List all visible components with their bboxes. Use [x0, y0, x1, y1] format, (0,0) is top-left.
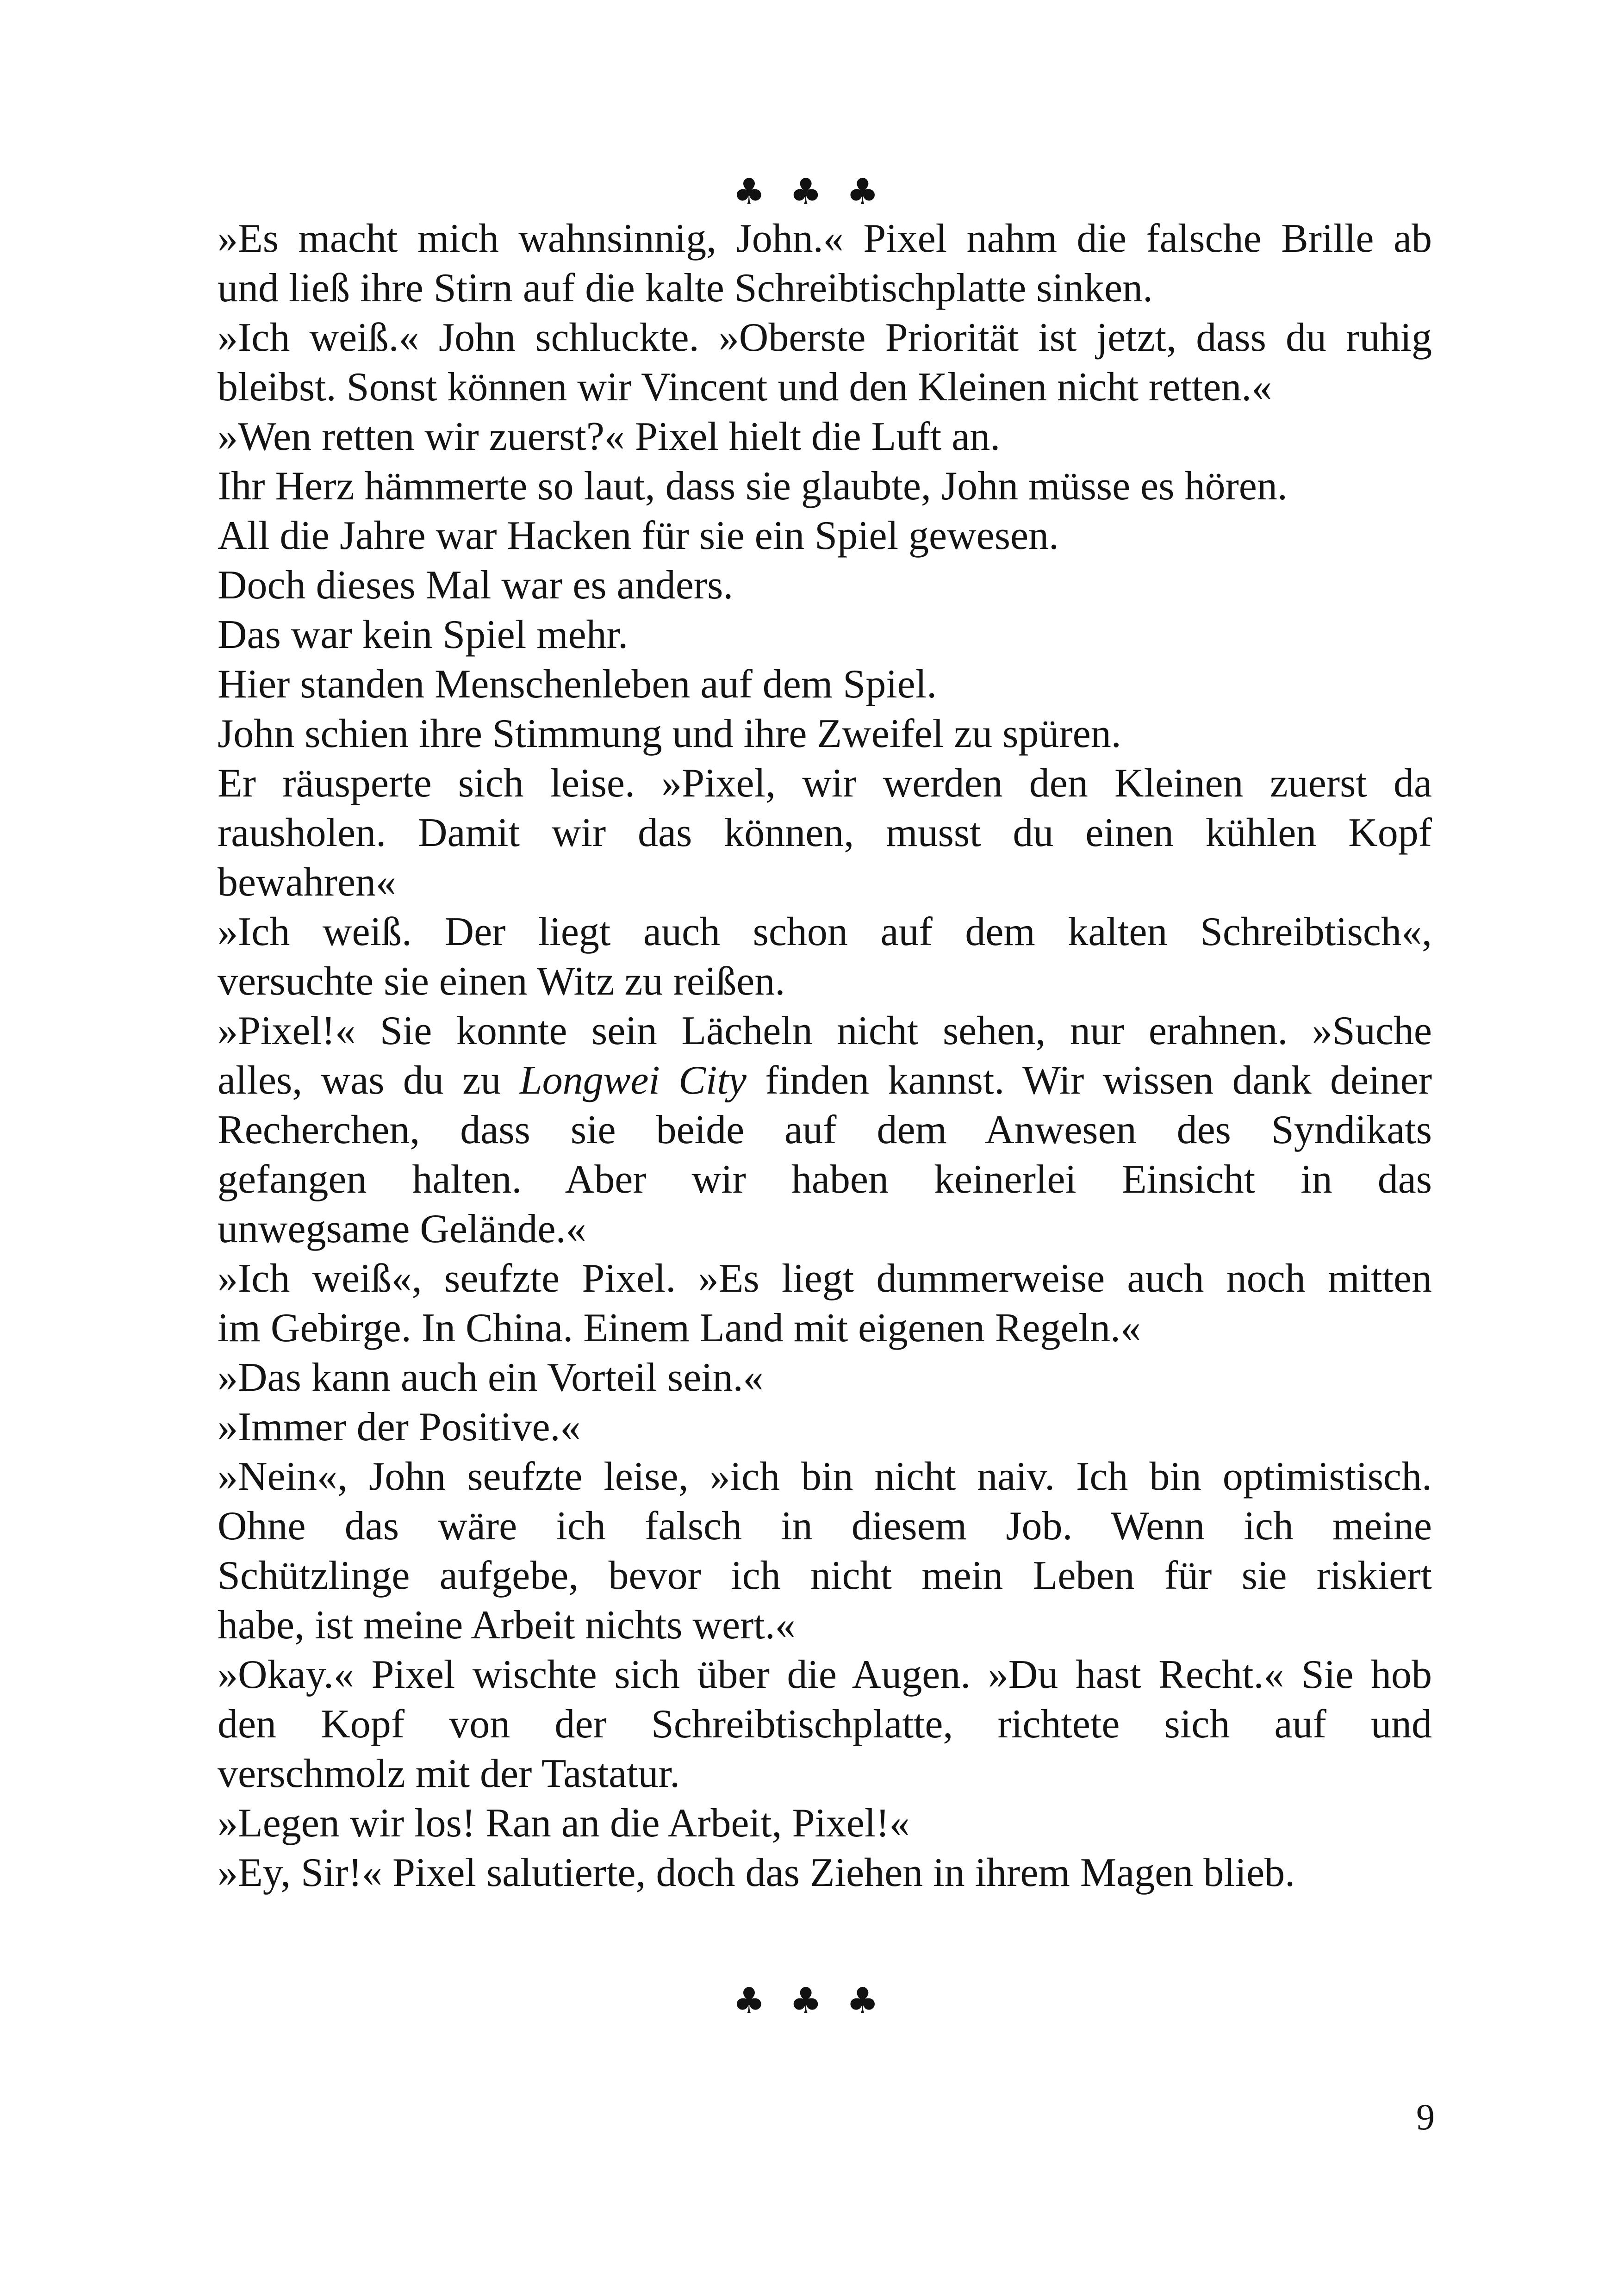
text-line: »Das kann auch ein Vorteil sein.«: [218, 1355, 764, 1400]
text-line: John schien ihre Stimmung und ihre Zweifel zu spüren.: [218, 711, 1121, 756]
text-line: »Wen retten wir zuerst?« Pixel hielt die Luft an.: [218, 414, 1001, 459]
text-line: verschmolz mit der Tastatur.: [218, 1751, 680, 1796]
text-line: Doch dieses Mal war es anders.: [218, 563, 734, 608]
section-break-ornament-bottom: ♣ ♣ ♣: [733, 1980, 885, 2022]
text-line: Das war kein Spiel mehr.: [218, 612, 629, 657]
text-line: »Pixel!« Sie konnte sein Lächeln nicht sehen, nur erahnen. »Suche: [218, 1008, 1432, 1053]
text-line: »Legen wir los! Ran an die Arbeit, Pixel!«: [218, 1801, 910, 1846]
section-break-ornament-top: ♣ ♣ ♣: [733, 171, 885, 213]
body-text: [218, 214, 1432, 1898]
text-line: Er räusperte sich leise. »Pixel, wir werden den Kleinen zuerst da: [218, 761, 1432, 806]
text-line: rausholen. Damit wir das können, musst du einen kühlen Kopf: [218, 810, 1432, 855]
text-line: im Gebirge. In China. Einem Land mit eigenen Regeln.«: [218, 1306, 1141, 1350]
text-line: den Kopf von der Schreibtischplatte, richtete sich auf und: [218, 1702, 1432, 1747]
text-line: Ohne das wäre ich falsch in diesem Job. Wenn ich meine: [218, 1504, 1432, 1549]
text-line: »Nein«, John seufzte leise, »ich bin nicht naiv. Ich bin optimistisch.: [218, 1454, 1432, 1499]
text-segment: finden kannst. Wir wissen dank deiner: [746, 1058, 1432, 1103]
text-line: Schützlinge aufgebe, bevor ich nicht mein Leben für sie riskiert: [218, 1553, 1432, 1598]
text-line: bleibst. Sonst können wir Vincent und den Kleinen nicht retten.«: [218, 365, 1272, 410]
text-segment: alles, was du zu: [218, 1058, 520, 1103]
text-line: »Ich weiß. Der liegt auch schon auf dem kalten Schreibtisch«,: [218, 909, 1432, 954]
text-line: bewahren«: [218, 860, 397, 905]
text-line: Ihr Herz hämmerte so laut, dass sie glaubte, John müsse es hören.: [218, 464, 1288, 509]
text-line: All die Jahre war Hacken für sie ein Spiel gewesen.: [218, 513, 1059, 558]
page-number: 9: [1416, 2097, 1435, 2138]
text-line: habe, ist meine Arbeit nichts wert.«: [218, 1603, 796, 1648]
text-line: [218, 1056, 1432, 1105]
text-line: Hier standen Menschenleben auf dem Spiel.: [218, 662, 937, 707]
text-line: »Ich weiß«, seufzte Pixel. »Es liegt dummerweise auch noch mitten: [218, 1256, 1432, 1301]
text-line: »Okay.« Pixel wischte sich über die Augen. »Du hast Recht.« Sie hob: [218, 1652, 1432, 1697]
text-line: gefangen halten. Aber wir haben keinerlei Einsicht in das: [218, 1157, 1432, 1202]
text-line: »Ich weiß.« John schluckte. »Oberste Priorität ist jetzt, dass du ruhig: [218, 315, 1432, 360]
text-line: versuchte sie einen Witz zu reißen.: [218, 959, 785, 1004]
text-line: unwegsame Gelände.«: [218, 1207, 586, 1251]
text-line: und ließ ihre Stirn auf die kalte Schreibtischplatte sinken.: [218, 266, 1153, 311]
text-line: »Immer der Positive.«: [218, 1405, 581, 1450]
text-line: »Ey, Sir!« Pixel salutierte, doch das Ziehen in ihrem Magen blieb.: [218, 1850, 1295, 1895]
text-line: Recherchen, dass sie beide auf dem Anwesen des Syndikats: [218, 1108, 1432, 1152]
italic-place-name: Longwei City: [519, 1058, 747, 1103]
text-line: »Es macht mich wahnsinnig, John.« Pixel nahm die falsche Brille ab: [218, 216, 1432, 261]
